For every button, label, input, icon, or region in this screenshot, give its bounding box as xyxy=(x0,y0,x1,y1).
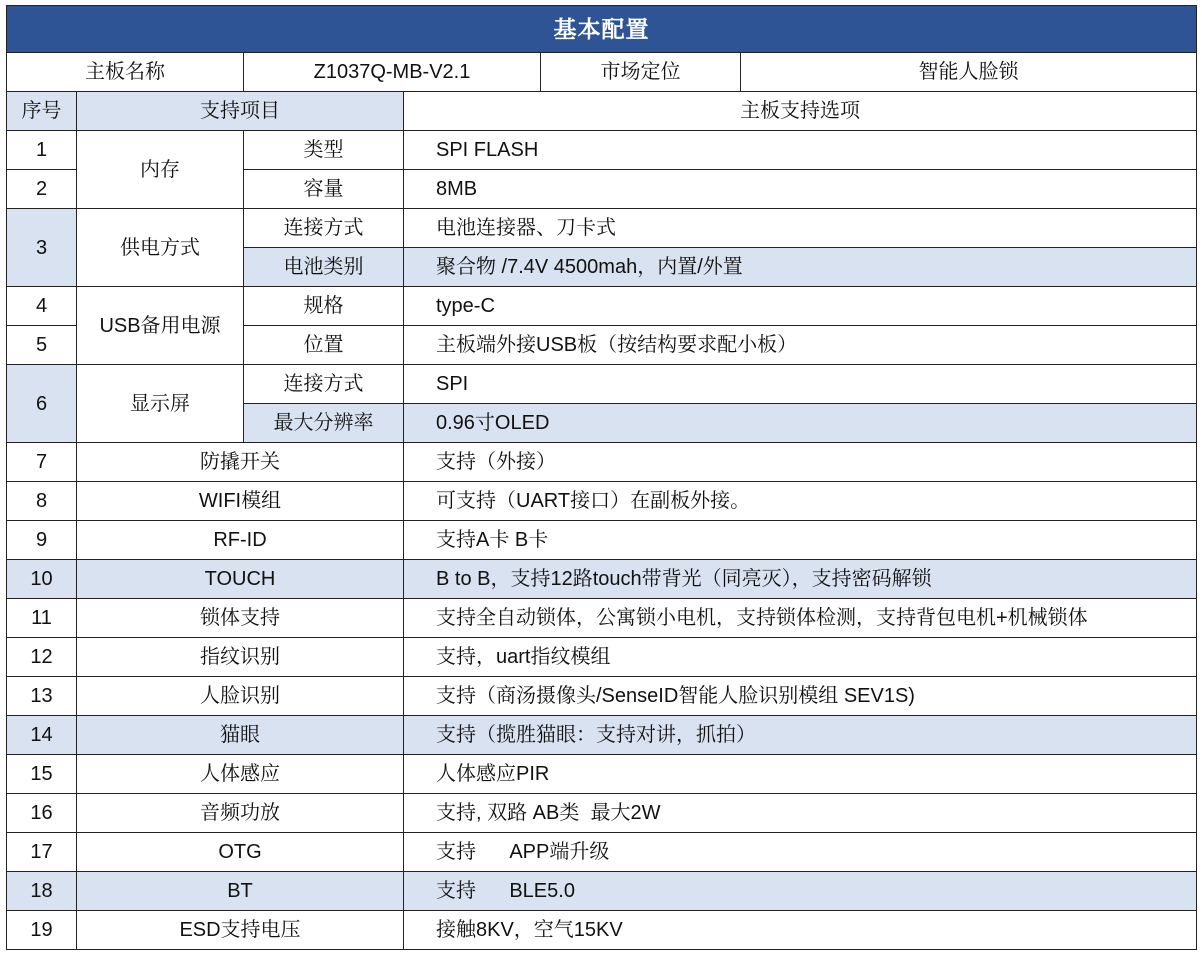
table-row xyxy=(7,677,1197,716)
board-name-label: 主板名称 xyxy=(7,53,244,92)
header-index: 序号 xyxy=(7,92,77,131)
row-group: USB备用电源 xyxy=(77,287,244,365)
table-row xyxy=(7,560,1197,599)
row-index: 17 xyxy=(7,833,77,872)
table-row xyxy=(7,755,1197,794)
table-row xyxy=(7,443,1197,482)
row-group: 内存 xyxy=(77,131,244,209)
table-row xyxy=(7,872,1197,911)
row-sub-item: 最大分辨率 xyxy=(244,404,404,443)
table-row xyxy=(7,599,1197,638)
row-value: 支持，uart指纹模组 xyxy=(404,638,1197,677)
row-value: 主板端外接USB板（按结构要求配小板） xyxy=(404,326,1197,365)
row-item: BT xyxy=(77,872,404,911)
row-item: TOUCH xyxy=(77,560,404,599)
table-row xyxy=(7,365,1197,404)
row-sub-item: 电池类别 xyxy=(244,248,404,287)
row-group: 显示屏 xyxy=(77,365,244,443)
row-index: 9 xyxy=(7,521,77,560)
row-value: 0.96寸OLED xyxy=(404,404,1197,443)
row-item: WIFI模组 xyxy=(77,482,404,521)
row-sub-item: 规格 xyxy=(244,287,404,326)
header-row xyxy=(7,92,1197,131)
table-row xyxy=(7,833,1197,872)
table-row xyxy=(7,287,1197,326)
row-sub-item: 连接方式 xyxy=(244,209,404,248)
row-item: RF-ID xyxy=(77,521,404,560)
table-row xyxy=(7,131,1197,170)
table-row xyxy=(7,521,1197,560)
row-index: 7 xyxy=(7,443,77,482)
table-row xyxy=(7,794,1197,833)
row-item: 人脸识别 xyxy=(77,677,404,716)
row-item: 猫眼 xyxy=(77,716,404,755)
spec-table xyxy=(6,5,1197,950)
row-index: 11 xyxy=(7,599,77,638)
row-value: 支持全自动锁体，公寓锁小电机，支持锁体检测，支持背包电机+机械锁体 xyxy=(404,599,1197,638)
row-item: OTG xyxy=(77,833,404,872)
market-label: 市场定位 xyxy=(541,53,741,92)
row-sub-item: 位置 xyxy=(244,326,404,365)
row-item: 锁体支持 xyxy=(77,599,404,638)
row-index: 18 xyxy=(7,872,77,911)
row-index: 16 xyxy=(7,794,77,833)
table-title: 基本配置 xyxy=(7,6,1197,53)
row-item: 人体感应 xyxy=(77,755,404,794)
row-value: 人体感应PIR xyxy=(404,755,1197,794)
row-index: 6 xyxy=(7,365,77,443)
row-item: 指纹识别 xyxy=(77,638,404,677)
row-value: 支持 BLE5.0 xyxy=(404,872,1197,911)
row-value: 电池连接器、刀卡式 xyxy=(404,209,1197,248)
row-index: 1 xyxy=(7,131,77,170)
row-index: 15 xyxy=(7,755,77,794)
row-value: 可支持（UART接口）在副板外接。 xyxy=(404,482,1197,521)
row-value: 支持（商汤摄像头/SenseID智能人脸识别模组 SEV1S) xyxy=(404,677,1197,716)
row-item: ESD支持电压 xyxy=(77,911,404,950)
row-value: 接触8KV，空气15KV xyxy=(404,911,1197,950)
row-index: 13 xyxy=(7,677,77,716)
table-row xyxy=(7,638,1197,677)
header-item: 支持项目 xyxy=(77,92,404,131)
table-row xyxy=(7,482,1197,521)
market-value: 智能人脸锁 xyxy=(741,53,1197,92)
row-index: 5 xyxy=(7,326,77,365)
row-index: 19 xyxy=(7,911,77,950)
row-value: B to B，支持12路touch带背光（同亮灭），支持密码解锁 xyxy=(404,560,1197,599)
row-value: 聚合物 /7.4V 4500mah，内置/外置 xyxy=(404,248,1197,287)
header-option: 主板支持选项 xyxy=(404,92,1197,131)
table-row xyxy=(7,209,1197,248)
row-sub-item: 连接方式 xyxy=(244,365,404,404)
row-value: 支持 APP端升级 xyxy=(404,833,1197,872)
row-index: 2 xyxy=(7,170,77,209)
row-index: 14 xyxy=(7,716,77,755)
row-group: 供电方式 xyxy=(77,209,244,287)
row-value: 支持A卡 B卡 xyxy=(404,521,1197,560)
row-index: 12 xyxy=(7,638,77,677)
row-index: 10 xyxy=(7,560,77,599)
row-value: SPI FLASH xyxy=(404,131,1197,170)
row-value: 支持（揽胜猫眼：支持对讲，抓拍） xyxy=(404,716,1197,755)
board-name-value: Z1037Q-MB-V2.1 xyxy=(244,53,541,92)
row-sub-item: 容量 xyxy=(244,170,404,209)
row-index: 4 xyxy=(7,287,77,326)
board-info-row xyxy=(7,53,1197,92)
config-sheet xyxy=(6,5,1196,950)
row-item: 防撬开关 xyxy=(77,443,404,482)
table-row xyxy=(7,716,1197,755)
row-index: 3 xyxy=(7,209,77,287)
row-value: type-C xyxy=(404,287,1197,326)
row-value: 支持（外接） xyxy=(404,443,1197,482)
table-title-row xyxy=(7,6,1197,53)
row-value: SPI xyxy=(404,365,1197,404)
row-value: 8MB xyxy=(404,170,1197,209)
row-value: 支持, 双路 AB类 最大2W xyxy=(404,794,1197,833)
table-row xyxy=(7,911,1197,950)
row-sub-item: 类型 xyxy=(244,131,404,170)
row-item: 音频功放 xyxy=(77,794,404,833)
row-index: 8 xyxy=(7,482,77,521)
